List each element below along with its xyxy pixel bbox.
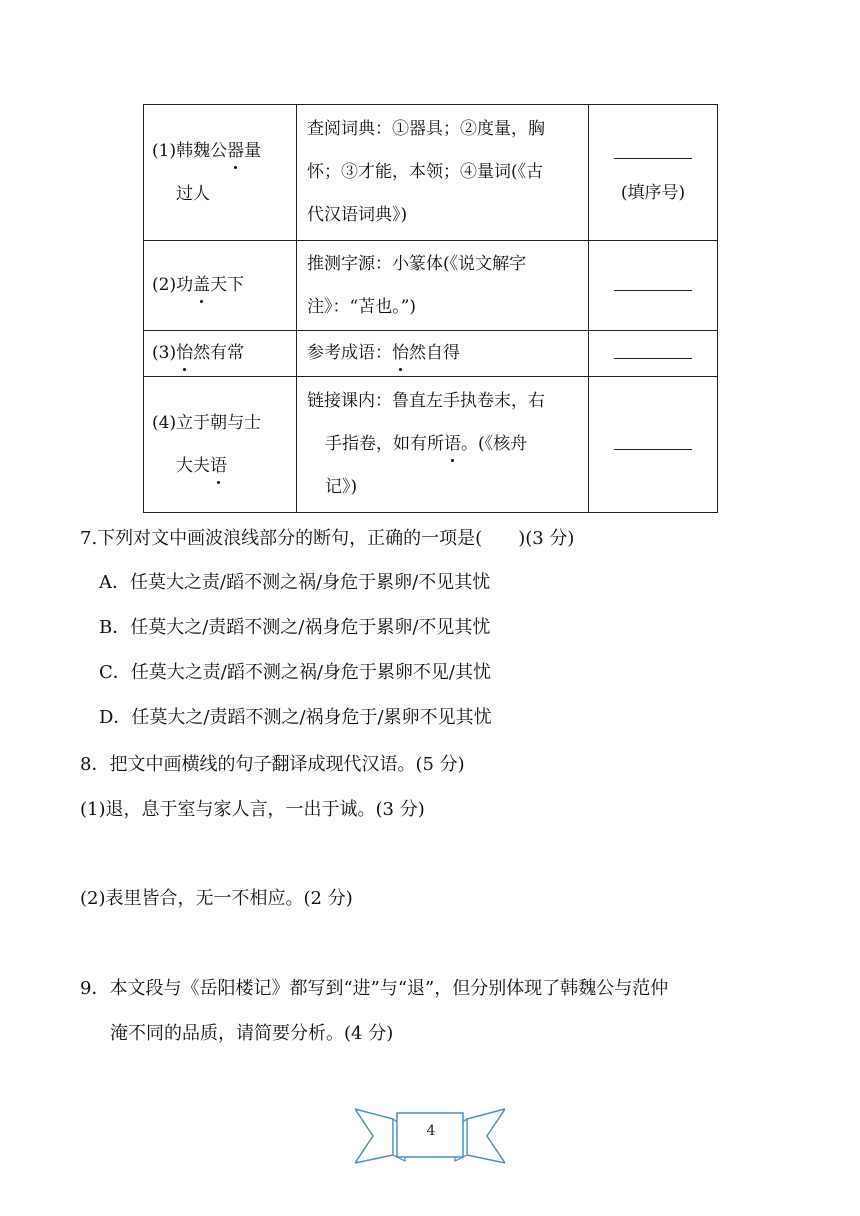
answer-blank[interactable] <box>589 133 717 173</box>
question-8-sub2: (2)表里皆合，无一不相应。(2 分) <box>80 888 353 909</box>
word-text-line2: 过人 <box>176 183 210 204</box>
answer-cell[interactable] <box>589 377 718 513</box>
option-c[interactable]: C．任莫大之责/蹈不测之祸/身危于累卵不见/其忧 <box>99 662 491 683</box>
word-text: (4)立于朝与士 <box>152 412 262 433</box>
reference-line: 注》：“苫也。”) <box>307 296 417 317</box>
vocabulary-table <box>143 104 718 513</box>
word-cell: (4)立于朝与士 大夫语 <box>144 377 297 513</box>
page-number: 4 <box>426 1123 436 1139</box>
dotted-char: 器 <box>227 130 244 173</box>
question-9-line1: 9．本文段与《岳阳楼记》都写到“进”与“退”，但分别体现了韩魏公与范仲 <box>80 978 669 999</box>
table-row <box>144 105 718 241</box>
reference-line: 查阅词典：①器具；②度量，胸 <box>307 119 545 139</box>
answer-note: (填序号) <box>620 182 686 203</box>
answer-cell[interactable] <box>589 331 718 377</box>
reference-line: 推测字源：小篆体(《说文解字 <box>307 253 527 274</box>
reference-cell <box>297 241 589 331</box>
option-b[interactable]: B．任莫大之/责蹈不测之/祸身危于累卵/不见其忧 <box>99 617 491 638</box>
question-9-line2: 淹不同的品质，请简要分析。(4 分) <box>110 1023 394 1044</box>
question-8-stem: 8．把文中画横线的句子翻译成现代汉语。(5 分) <box>80 754 465 775</box>
reference-cell <box>297 377 589 513</box>
dotted-char: 怡 <box>176 332 193 375</box>
table-row <box>144 241 718 331</box>
reference-cell <box>297 105 589 241</box>
reference-line: 手指卷，如有所语。(《核舟 <box>307 423 580 466</box>
reference-line: 怀；③才能，本领；④量词(《古 <box>307 162 544 182</box>
dotted-char: 语 <box>210 445 227 488</box>
question-8-sub1: (1)退，息于室与家人言，一出于诚。(3 分) <box>80 799 425 820</box>
answer-blank[interactable] <box>614 280 692 291</box>
table-row <box>144 331 718 377</box>
dotted-char: 盖 <box>193 264 210 307</box>
option-a[interactable]: A．任莫大之责/蹈不测之祸/身危于累卵/不见其忧 <box>99 572 491 593</box>
answer-blank[interactable] <box>614 348 692 359</box>
reference-line: 链接课内：鲁直左手执卷末，右 <box>307 391 545 411</box>
answer-cell[interactable] <box>589 241 718 331</box>
dotted-char: 怡 <box>392 332 409 375</box>
word-text: (1)韩魏公器量 <box>152 141 261 161</box>
reference-line: 记》) <box>325 477 358 497</box>
word-cell: (3)怡然有常 <box>144 331 297 377</box>
question-7-stem: 7.下列对文中画波浪线部分的断句，正确的一项是( )(3 分) <box>80 528 575 549</box>
option-d[interactable]: D．任莫大之/责蹈不测之/祸身危于/累卵不见其忧 <box>99 707 492 728</box>
dotted-char: 语 <box>444 423 461 466</box>
reference-line: 代汉语词典》) <box>307 205 408 225</box>
word-cell <box>144 105 297 241</box>
word-cell: (2)功盖天下 <box>144 241 297 331</box>
table-row <box>144 377 718 513</box>
reference-cell: 参考成语：怡然自得 <box>297 331 589 377</box>
answer-blank[interactable] <box>614 439 692 450</box>
answer-cell[interactable] <box>589 105 718 241</box>
